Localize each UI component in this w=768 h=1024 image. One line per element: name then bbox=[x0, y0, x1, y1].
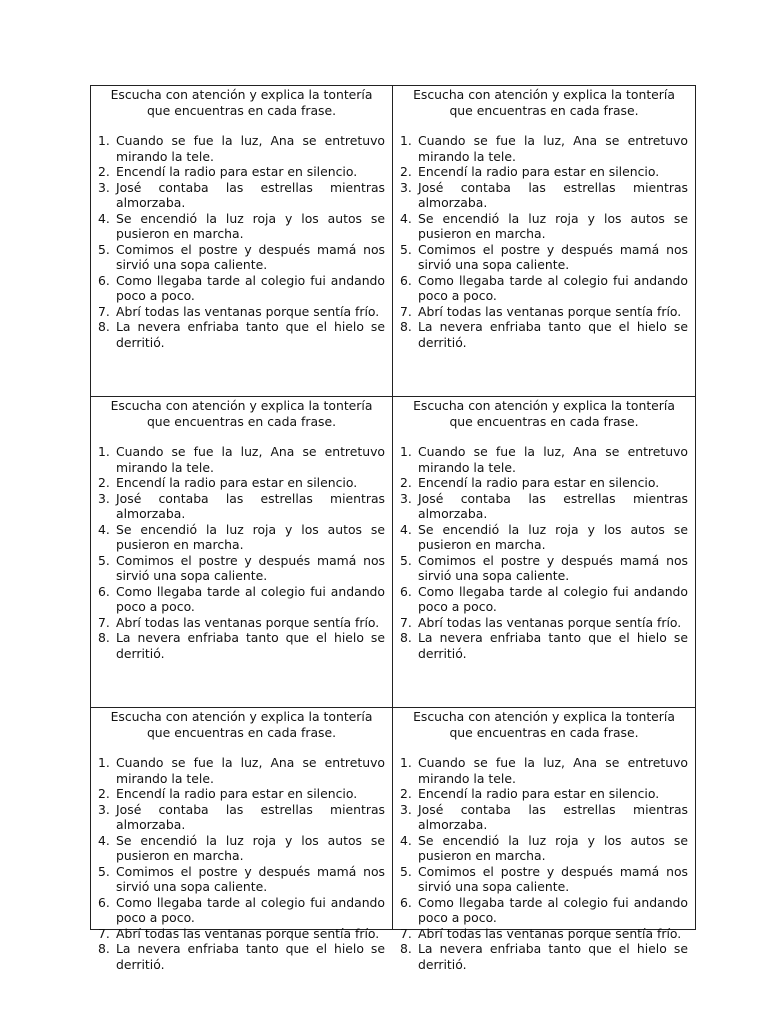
list-item bbox=[400, 304, 688, 320]
list-item bbox=[98, 133, 385, 164]
item-number: 1. bbox=[98, 133, 110, 148]
item-text: Abrí todas las ventanas porque sentía frío. bbox=[116, 925, 380, 941]
list-item bbox=[400, 630, 688, 661]
item-text: Como llegaba tarde al colegio fui andando poco a poco. bbox=[418, 272, 688, 303]
item-text: José contaba las estrellas mientras almorzaba. bbox=[418, 490, 688, 521]
sentence-list bbox=[400, 755, 688, 972]
list-item bbox=[98, 522, 385, 553]
worksheet-card bbox=[393, 86, 695, 397]
item-number: 3. bbox=[98, 179, 110, 195]
list-item bbox=[98, 941, 385, 972]
list-item bbox=[400, 522, 688, 553]
item-text: Como llegaba tarde al colegio fui andando poco a poco. bbox=[116, 894, 385, 925]
item-text: La nevera enfriaba tanto que el hielo se derritió. bbox=[418, 630, 688, 661]
worksheet-card bbox=[393, 708, 695, 972]
item-number: 2. bbox=[400, 475, 412, 490]
item-number: 7. bbox=[98, 925, 110, 941]
item-text: Abrí todas las ventanas porque sentía frío. bbox=[418, 925, 682, 941]
item-text: Como llegaba tarde al colegio fui andando poco a poco. bbox=[116, 583, 385, 614]
sentence-list bbox=[98, 133, 385, 350]
item-text: Cuando se fue la luz, Ana se entretuvo mirando la tele. bbox=[418, 444, 688, 475]
item-number: 8. bbox=[400, 630, 412, 645]
item-text: José contaba las estrellas mientras almorzaba. bbox=[418, 179, 688, 210]
item-text: Abrí todas las ventanas porque sentía frío. bbox=[418, 614, 682, 630]
item-number: 5. bbox=[98, 241, 110, 257]
list-item bbox=[400, 786, 688, 802]
item-text: José contaba las estrellas mientras almorzaba. bbox=[116, 179, 385, 210]
card-grid bbox=[91, 86, 695, 972]
item-text: Abrí todas las ventanas porque sentía frío. bbox=[418, 303, 682, 319]
item-text: Encendí la radio para estar en silencio. bbox=[116, 475, 358, 490]
list-item bbox=[98, 755, 385, 786]
worksheet-card bbox=[91, 86, 393, 397]
item-text: José contaba las estrellas mientras almorzaba. bbox=[116, 490, 385, 521]
item-text: La nevera enfriaba tanto que el hielo se derritió. bbox=[418, 941, 688, 972]
item-number: 1. bbox=[400, 444, 412, 459]
item-text: Como llegaba tarde al colegio fui andando poco a poco. bbox=[418, 894, 688, 925]
item-number: 6. bbox=[400, 894, 412, 910]
item-text: Comimos el postre y después mamá nos sirvió una sopa caliente. bbox=[116, 863, 385, 894]
item-text: Comimos el postre y después mamá nos sirvió una sopa caliente. bbox=[418, 863, 688, 894]
item-text: Encendí la radio para estar en silencio. bbox=[418, 786, 660, 801]
list-item bbox=[400, 926, 688, 942]
item-number: 3. bbox=[98, 801, 110, 817]
list-item bbox=[400, 941, 688, 972]
list-item bbox=[400, 755, 688, 786]
item-number: 2. bbox=[98, 164, 110, 179]
worksheet-card bbox=[393, 397, 695, 708]
card-instruction: Escucha con atención y explica la tontería que encuentras en cada frase. bbox=[110, 87, 373, 118]
item-number: 6. bbox=[400, 272, 412, 288]
item-number: 4. bbox=[98, 210, 110, 226]
sentence-list bbox=[400, 444, 688, 661]
list-item bbox=[400, 895, 688, 926]
list-item bbox=[98, 630, 385, 661]
item-number: 2. bbox=[98, 786, 110, 801]
list-item bbox=[98, 475, 385, 491]
item-number: 8. bbox=[98, 630, 110, 645]
worksheet-table bbox=[90, 85, 696, 972]
item-number: 6. bbox=[98, 894, 110, 910]
item-number: 7. bbox=[400, 925, 412, 941]
list-item bbox=[98, 304, 385, 320]
item-number: 3. bbox=[400, 801, 412, 817]
item-text: Encendí la radio para estar en silencio. bbox=[116, 164, 358, 179]
list-item bbox=[98, 211, 385, 242]
item-text: La nevera enfriaba tanto que el hielo se derritió. bbox=[116, 630, 385, 661]
item-text: La nevera enfriaba tanto que el hielo se derritió. bbox=[418, 319, 688, 350]
item-text: La nevera enfriaba tanto que el hielo se derritió. bbox=[116, 941, 385, 972]
list-item bbox=[400, 242, 688, 273]
item-number: 7. bbox=[400, 303, 412, 319]
item-number: 5. bbox=[400, 241, 412, 257]
list-item bbox=[400, 319, 688, 350]
item-text: Cuando se fue la luz, Ana se entretuvo mirando la tele. bbox=[116, 755, 385, 786]
list-item bbox=[98, 895, 385, 926]
list-item bbox=[98, 180, 385, 211]
list-item bbox=[98, 164, 385, 180]
card-instruction: Escucha con atención y explica la tontería que encuentras en cada frase. bbox=[413, 709, 675, 740]
list-item bbox=[98, 802, 385, 833]
item-text: Abrí todas las ventanas porque sentía frío. bbox=[116, 614, 380, 630]
item-number: 7. bbox=[400, 614, 412, 630]
list-item bbox=[400, 833, 688, 864]
item-text: José contaba las estrellas mientras almorzaba. bbox=[418, 801, 688, 832]
sentence-list bbox=[400, 133, 688, 350]
card-instruction: Escucha con atención y explica la tontería que encuentras en cada frase. bbox=[413, 398, 675, 429]
item-number: 1. bbox=[98, 444, 110, 459]
list-item bbox=[98, 615, 385, 631]
worksheet-card bbox=[91, 397, 393, 708]
list-item bbox=[98, 491, 385, 522]
list-item bbox=[400, 273, 688, 304]
worksheet-card bbox=[91, 708, 393, 972]
item-text: Comimos el postre y después mamá nos sirvió una sopa caliente. bbox=[116, 241, 385, 272]
item-number: 8. bbox=[400, 941, 412, 956]
item-text: Como llegaba tarde al colegio fui andando poco a poco. bbox=[418, 583, 688, 614]
list-item bbox=[400, 475, 688, 491]
item-number: 4. bbox=[400, 832, 412, 848]
list-item bbox=[400, 584, 688, 615]
card-instruction: Escucha con atención y explica la tontería que encuentras en cada frase. bbox=[110, 398, 373, 429]
item-text: Comimos el postre y después mamá nos sirvió una sopa caliente. bbox=[116, 552, 385, 583]
list-item bbox=[400, 444, 688, 475]
item-number: 5. bbox=[98, 863, 110, 879]
list-item bbox=[98, 273, 385, 304]
item-text: Encendí la radio para estar en silencio. bbox=[418, 475, 660, 490]
item-number: 2. bbox=[98, 475, 110, 490]
list-item bbox=[400, 211, 688, 242]
list-item bbox=[400, 491, 688, 522]
item-number: 8. bbox=[98, 941, 110, 956]
item-number: 6. bbox=[98, 272, 110, 288]
item-text: Cuando se fue la luz, Ana se entretuvo mirando la tele. bbox=[418, 133, 688, 164]
item-text: Comimos el postre y después mamá nos sirvió una sopa caliente. bbox=[418, 241, 688, 272]
item-number: 3. bbox=[400, 179, 412, 195]
list-item bbox=[400, 553, 688, 584]
list-item bbox=[98, 864, 385, 895]
item-text: Como llegaba tarde al colegio fui andando poco a poco. bbox=[116, 272, 385, 303]
list-item bbox=[98, 584, 385, 615]
item-number: 5. bbox=[400, 552, 412, 568]
item-text: Se encendió la luz roja y los autos se pusieron en marcha. bbox=[116, 521, 385, 552]
item-number: 2. bbox=[400, 786, 412, 801]
item-number: 3. bbox=[400, 490, 412, 506]
card-instruction: Escucha con atención y explica la tontería que encuentras en cada frase. bbox=[110, 709, 373, 740]
item-number: 7. bbox=[98, 614, 110, 630]
list-item bbox=[400, 615, 688, 631]
item-number: 6. bbox=[98, 583, 110, 599]
card-instruction: Escucha con atención y explica la tontería que encuentras en cada frase. bbox=[413, 87, 675, 118]
list-item bbox=[400, 180, 688, 211]
list-item bbox=[98, 926, 385, 942]
item-number: 2. bbox=[400, 164, 412, 179]
item-number: 1. bbox=[98, 755, 110, 770]
item-text: Se encendió la luz roja y los autos se pusieron en marcha. bbox=[116, 210, 385, 241]
list-item bbox=[98, 833, 385, 864]
list-item bbox=[98, 786, 385, 802]
item-number: 4. bbox=[98, 832, 110, 848]
item-number: 3. bbox=[98, 490, 110, 506]
item-number: 4. bbox=[400, 210, 412, 226]
item-number: 6. bbox=[400, 583, 412, 599]
item-text: Se encendió la luz roja y los autos se pusieron en marcha. bbox=[116, 832, 385, 863]
list-item bbox=[400, 802, 688, 833]
item-text: Encendí la radio para estar en silencio. bbox=[116, 786, 358, 801]
sentence-list bbox=[98, 755, 385, 972]
list-item bbox=[98, 319, 385, 350]
item-text: José contaba las estrellas mientras almorzaba. bbox=[116, 801, 385, 832]
item-number: 8. bbox=[98, 319, 110, 334]
list-item bbox=[98, 242, 385, 273]
item-number: 5. bbox=[400, 863, 412, 879]
item-text: Abrí todas las ventanas porque sentía frío. bbox=[116, 303, 380, 319]
list-item bbox=[98, 553, 385, 584]
sentence-list bbox=[98, 444, 385, 661]
item-text: La nevera enfriaba tanto que el hielo se derritió. bbox=[116, 319, 385, 350]
item-text: Se encendió la luz roja y los autos se pusieron en marcha. bbox=[418, 521, 688, 552]
list-item bbox=[400, 164, 688, 180]
item-number: 4. bbox=[98, 521, 110, 537]
item-number: 1. bbox=[400, 133, 412, 148]
item-text: Cuando se fue la luz, Ana se entretuvo mirando la tele. bbox=[116, 133, 385, 164]
item-text: Encendí la radio para estar en silencio. bbox=[418, 164, 660, 179]
item-number: 7. bbox=[98, 303, 110, 319]
item-text: Cuando se fue la luz, Ana se entretuvo mirando la tele. bbox=[116, 444, 385, 475]
item-number: 1. bbox=[400, 755, 412, 770]
item-text: Comimos el postre y después mamá nos sirvió una sopa caliente. bbox=[418, 552, 688, 583]
list-item bbox=[400, 864, 688, 895]
item-number: 4. bbox=[400, 521, 412, 537]
item-text: Se encendió la luz roja y los autos se pusieron en marcha. bbox=[418, 832, 688, 863]
item-number: 5. bbox=[98, 552, 110, 568]
list-item bbox=[400, 133, 688, 164]
list-item bbox=[98, 444, 385, 475]
item-number: 8. bbox=[400, 319, 412, 334]
item-text: Se encendió la luz roja y los autos se pusieron en marcha. bbox=[418, 210, 688, 241]
item-text: Cuando se fue la luz, Ana se entretuvo mirando la tele. bbox=[418, 755, 688, 786]
